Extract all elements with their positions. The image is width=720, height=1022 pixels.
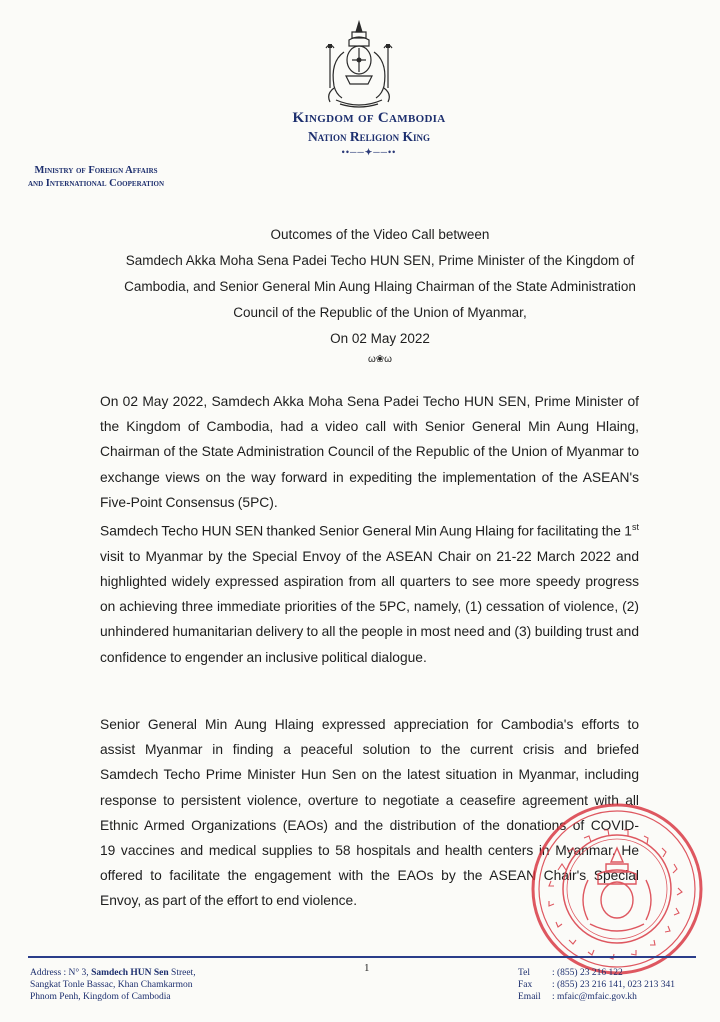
paragraph-3-line: Samdech Techo Prime Minister Hun Sen on the latest situation in Myanmar, including [100, 767, 639, 783]
title-line-2: Samdech Akka Moha Sena Padei Techo HUN SEN, Prime Minister of the Kingdom of [125, 253, 635, 268]
address-suffix: Street, [168, 968, 196, 978]
footer-contact [518, 967, 675, 1003]
email-value: : mfaic@mfaic.gov.kh [552, 992, 637, 1002]
address-prefix: Address : N° 3, [30, 968, 92, 978]
paragraph-2 [100, 515, 639, 670]
kingdom-name: Kingdom of Cambodia [292, 110, 446, 126]
contact-email [518, 991, 675, 1003]
paragraph-3-line: response to persistent violence, overture to negotiate a ceasefire agreement with all [100, 792, 639, 808]
tel-value: : (855) 23 216 122 [552, 968, 623, 978]
tel-label: Tel [518, 968, 530, 978]
footer-address [30, 967, 196, 1003]
paragraph-3-line: Senior General Min Aung Hlaing expressed appreciation for Cambodia's efforts to [100, 717, 639, 732]
title-date: On 02 May 2022 [330, 331, 430, 346]
fax-label: Fax [518, 980, 533, 990]
paragraph-3-line: Envoy, as part of the effort to end violence. [100, 893, 358, 909]
paragraph-3-line: assist Myanmar in finding a peaceful solution to the current crisis and briefed [100, 742, 639, 758]
ministry-name [28, 164, 164, 190]
contact-fax [518, 979, 675, 991]
email-label: Email [518, 992, 541, 1002]
official-ministry-seal-icon [528, 800, 706, 978]
title-line-1: Outcomes of the Video Call between [270, 227, 490, 242]
title-line-3: Cambodia, and Senior General Min Aung Hlaing Chairman of the State Administration [124, 279, 636, 294]
address-street-name: Samdech HUN Sen [91, 968, 169, 978]
ministry-line-1: Ministry of Foreign Affairs [34, 165, 158, 176]
paragraph-3-line: offered to facilitate the engagement with the EAOs by the ASEAN Chair's Special [100, 868, 639, 884]
contact-tel [518, 967, 675, 979]
paragraph-2-part-b: visit to Myanmar by the Special Envoy of the ASEAN Chair on 21-22 March 2022 and highlighted widely expressed aspiration from all quarters to see more speedy progress on achieving three immediate priorities of the 5PC, namely, (1) cessation of violence, (2) unhindered humanitarian delivery to all the people in most need and (3) building trust and confidence to engender an inclusive political dialogue. [100, 548, 639, 665]
address-line-1 [30, 967, 196, 979]
paragraph-2-part-a: Samdech Techo HUN SEN thanked Senior General Min Aung Hlaing for facilitating the 1 [100, 523, 632, 539]
ordinal-suffix: st [631, 522, 639, 532]
title-line-4: Council of the Republic of the Union of Myanmar, [233, 305, 527, 320]
document-title [80, 222, 680, 368]
ministry-line-2: and International Cooperation [28, 178, 165, 189]
address-line-3: Phnom Penh, Kingdom of Cambodia [30, 992, 171, 1002]
paragraph-1: On 02 May 2022, Samdech Akka Moha Sena Padei Techo HUN SEN, Prime Minister of the Kingdom of Cambodia, had a video call with Senior General Min Aung Hlaing, Chairman of the State Administration Council of the Republic of the Union of Myanmar to exchange views on the way forward in expediting the implementation of the ASEAN's Five-Point Consensus (5PC). [100, 394, 639, 510]
paragraph-3-line: 19 vaccines and medical supplies to 58 hospitals and health centers in Myanmar. He [100, 843, 639, 859]
paragraph-3-line: Ethnic Armed Organizations (EAOs) and the distribution of the donations of COVID- [100, 817, 639, 833]
letterhead [0, 110, 720, 158]
fax-value: : (855) 23 216 141, 023 213 341 [552, 980, 675, 990]
page-number: 1 [364, 962, 370, 974]
footer-rule [28, 956, 696, 958]
title-divider-ornament: ω❀ω [368, 354, 392, 365]
address-line-2: Sangkat Tonle Bassac, Khan Chamkarmon [30, 980, 193, 990]
motto-ornament: ••──✦──•• [341, 147, 397, 157]
national-motto: Nation Religion King [307, 129, 431, 144]
royal-arms-of-cambodia-icon [316, 18, 402, 110]
